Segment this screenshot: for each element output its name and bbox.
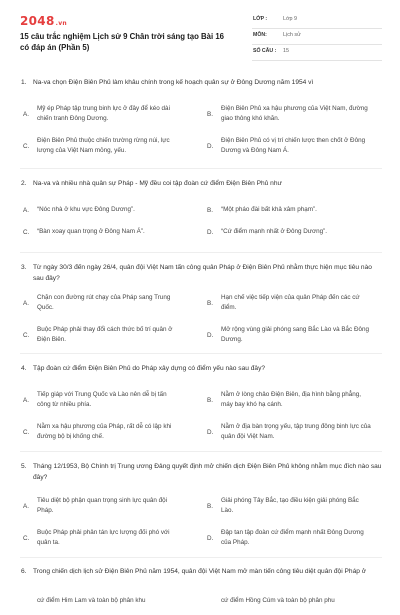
question-number: 2. bbox=[21, 180, 27, 187]
option-letter: D. bbox=[207, 142, 214, 150]
option-letter: B. bbox=[207, 110, 213, 118]
option-letter: B. bbox=[207, 396, 213, 404]
site-logo[interactable] bbox=[20, 14, 67, 28]
logo-text: 2048 bbox=[20, 14, 55, 28]
option-letter: C. bbox=[23, 428, 30, 436]
option-b[interactable] bbox=[204, 490, 382, 522]
option-a[interactable] bbox=[20, 384, 204, 416]
option-letter: A. bbox=[23, 299, 29, 307]
question-text bbox=[20, 567, 382, 594]
question-item bbox=[20, 179, 382, 253]
option-text: “Nóc nhà ở khu vực Đông Dương”. bbox=[37, 206, 135, 214]
option-d[interactable] bbox=[204, 416, 382, 448]
meta-row-class bbox=[252, 13, 382, 29]
meta-info bbox=[252, 13, 382, 61]
question-item bbox=[20, 567, 382, 615]
option-c[interactable] bbox=[20, 416, 204, 448]
option-letter: B. bbox=[207, 299, 213, 307]
option-grid bbox=[20, 98, 382, 162]
question-number: 6. bbox=[21, 568, 27, 575]
option-b[interactable] bbox=[204, 199, 382, 221]
option-letter: C. bbox=[23, 331, 30, 339]
option-text: Tiếp giáp với Trung Quốc và Lào nên dễ bị tấn công từ nhiều phía. bbox=[37, 391, 167, 408]
question-prompt: Na-va và nhiều nhà quân sự Pháp - Mỹ đều coi tập đoàn cứ điểm Điện Biên Phủ như bbox=[33, 180, 282, 187]
option-letter: D. bbox=[207, 331, 214, 339]
option-letter: B. bbox=[207, 206, 213, 214]
option-grid bbox=[20, 287, 382, 351]
option-b[interactable] bbox=[204, 98, 382, 130]
option-letter: C. bbox=[23, 534, 30, 542]
option-text: cứ điểm Hồng Cúm và toàn bộ phân phu bbox=[221, 597, 335, 605]
option-a[interactable] bbox=[20, 594, 204, 608]
meta-value: Lớp 9 bbox=[283, 16, 298, 22]
option-grid bbox=[20, 490, 382, 554]
question-prompt: Từ ngày 30/3 đến ngày 26/4, quân đội Việt Nam tấn công quân Pháp ở Điện Biên Phủ nhằm thực hiện mục tiêu nào sau đây? bbox=[33, 264, 372, 282]
option-a[interactable] bbox=[20, 287, 204, 319]
option-grid bbox=[20, 199, 382, 243]
option-a[interactable] bbox=[20, 199, 204, 221]
option-text: “Bàn xoay quan trọng ở Đông Nam Á”. bbox=[37, 228, 145, 236]
page-header bbox=[0, 0, 400, 66]
question-prompt: Tập đoàn cứ điểm Điện Biên Phủ do Pháp xây dựng có điểm yếu nào sau đây? bbox=[33, 365, 266, 372]
option-letter: C. bbox=[23, 228, 30, 236]
option-text: Giải phóng Tây Bắc, tạo điều kiện giải phóng Bắc Lào. bbox=[221, 497, 359, 514]
question-number: 5. bbox=[21, 463, 27, 470]
option-letter: A. bbox=[23, 206, 29, 214]
option-letter: D. bbox=[207, 428, 214, 436]
option-text: Buộc Pháp phải thay đổi cách thức bố trí quân ở Điện Biên. bbox=[37, 326, 173, 343]
meta-value: 15 bbox=[283, 48, 289, 54]
option-text: “Một pháo đài bất khả xâm phạm”. bbox=[221, 206, 317, 214]
option-d[interactable] bbox=[204, 522, 382, 554]
option-letter: A. bbox=[23, 396, 29, 404]
question-prompt: Tháng 12/1953, Bộ Chính trị Trung ương Đảng quyết định mở chiến dịch Điện Biên Phủ không nhằm mục đích nào sau đây? bbox=[33, 463, 382, 481]
option-a[interactable] bbox=[20, 98, 204, 130]
option-c[interactable] bbox=[20, 221, 204, 243]
option-b[interactable] bbox=[204, 594, 382, 608]
meta-row-count bbox=[252, 45, 382, 61]
option-text: cứ điểm Him Lam và toàn bộ phân khu bbox=[37, 597, 146, 605]
question-number: 3. bbox=[21, 264, 27, 271]
question-item bbox=[20, 462, 382, 558]
option-b[interactable] bbox=[204, 384, 382, 416]
option-letter: D. bbox=[207, 228, 214, 236]
option-text: Mở rộng vùng giải phóng sang Bắc Lào và Bắc Đông Dương. bbox=[221, 326, 370, 343]
option-c[interactable] bbox=[20, 130, 204, 162]
option-text: Mỹ ép Pháp tập trung binh lực ở đây để kéo dài chiến tranh Đông Dương. bbox=[37, 105, 170, 122]
option-text: Nằm ở lòng chảo Điện Biên, địa hình bằng phẳng, máy bay khó hạ cánh. bbox=[221, 391, 361, 408]
question-prompt: Na-va chọn Điện Biên Phủ làm khâu chính trong kế hoạch quân sự ở Đông Dương năm 1954 vì bbox=[33, 79, 314, 86]
page-title: 15 câu trắc nghiệm Lịch sử 9 Chân trời sáng tạo Bài 16 có đáp án (Phần 5) bbox=[20, 32, 225, 52]
option-letter: D. bbox=[207, 534, 214, 542]
option-letter: C. bbox=[23, 142, 30, 150]
meta-label: MÔN: bbox=[253, 32, 267, 38]
option-letter: B. bbox=[207, 502, 213, 510]
option-text: Buộc Pháp phải phân tán lực lượng đối phó với quân ta. bbox=[37, 529, 170, 546]
meta-label: SỐ CÂU : bbox=[253, 48, 277, 54]
option-a[interactable] bbox=[20, 490, 204, 522]
question-item bbox=[20, 364, 382, 452]
question-text bbox=[20, 462, 382, 490]
option-text: Điện Biên Phủ thuộc chiến trường rừng núi, lực lượng của Việt Nam mỏng, yếu. bbox=[37, 137, 170, 154]
option-b[interactable] bbox=[204, 287, 382, 319]
question-text bbox=[20, 364, 382, 384]
question-number: 4. bbox=[21, 365, 27, 372]
logo-suffix: .vn bbox=[55, 20, 67, 27]
option-c[interactable] bbox=[20, 319, 204, 351]
question-prompt: Trong chiến dịch lịch sử Điện Biên Phủ năm 1954, quân đội Việt Nam mở màn tiến công tiêu diệt quân đội Pháp ở bbox=[33, 568, 367, 575]
option-text: “Cứ điểm mạnh nhất ở Đông Dương”. bbox=[221, 228, 327, 236]
question-list bbox=[20, 78, 382, 615]
option-d[interactable] bbox=[204, 221, 382, 243]
question-item bbox=[20, 78, 382, 169]
option-text: Điện Biên Phủ xa hậu phương của Việt Nam, đường giao thông khó khăn. bbox=[221, 105, 368, 122]
meta-label: LỚP : bbox=[253, 16, 268, 22]
option-grid bbox=[20, 594, 382, 608]
question-number: 1. bbox=[21, 79, 27, 86]
question-item bbox=[20, 263, 382, 354]
option-d[interactable] bbox=[204, 130, 382, 162]
question-text bbox=[20, 179, 382, 199]
option-text: Tiêu diệt bộ phận quan trọng sinh lực quân đội Pháp. bbox=[37, 497, 168, 514]
question-text bbox=[20, 263, 382, 287]
option-letter: A. bbox=[23, 502, 29, 510]
question-text bbox=[20, 78, 382, 98]
option-grid bbox=[20, 384, 382, 448]
option-c[interactable] bbox=[20, 522, 204, 554]
meta-value: Lịch sử bbox=[283, 32, 301, 38]
option-text: Nằm ở địa bàn trọng yếu, tập trung đông binh lực của quân đội Việt Nam. bbox=[221, 423, 371, 440]
option-letter: A. bbox=[23, 110, 29, 118]
option-text: Chặn con đường rút chạy của Pháp sang Trung Quốc. bbox=[37, 294, 171, 311]
option-text: Điện Biên Phủ có vị trí chiến lược then chốt ở Đông Dương và Đông Nam Á. bbox=[221, 137, 366, 154]
meta-row-subject bbox=[252, 29, 382, 45]
option-text: Đập tan tập đoàn cứ điểm mạnh nhất Đông Dương của Pháp. bbox=[221, 529, 364, 546]
option-text: Hạn chế việc tiếp viện của quân Pháp đến các cứ điểm. bbox=[221, 294, 360, 311]
option-text: Nằm xa hậu phương của Pháp, rất dễ có lập khi đường bộ bị khống chế. bbox=[37, 423, 172, 440]
option-d[interactable] bbox=[204, 319, 382, 351]
